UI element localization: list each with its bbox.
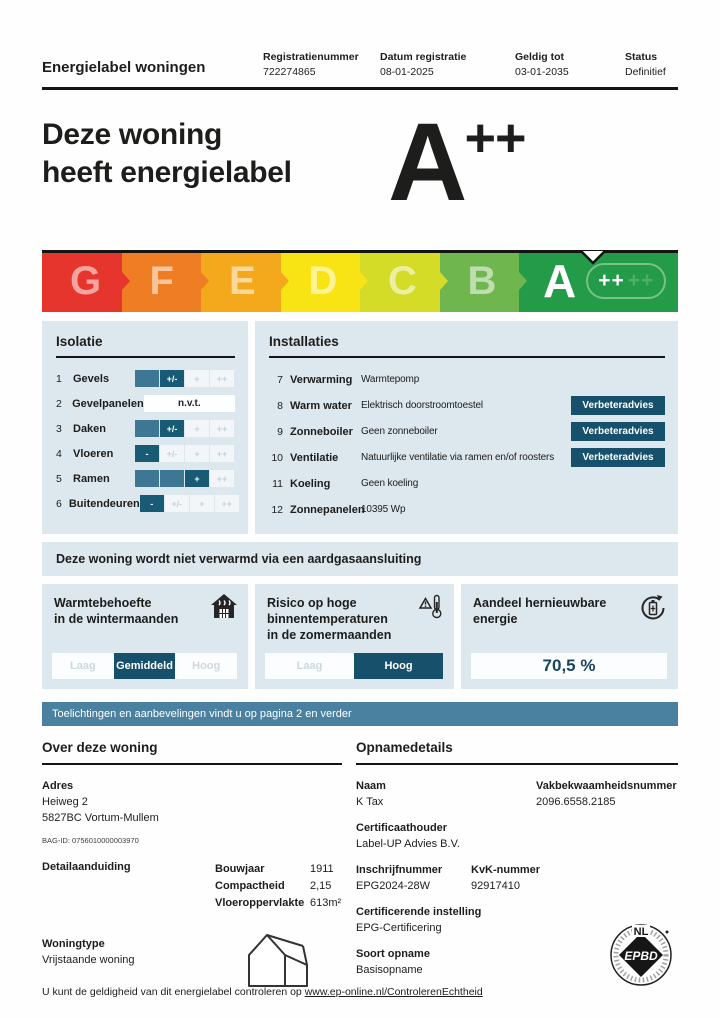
current-label-notch-icon (580, 250, 606, 265)
naam-label: Naam (356, 780, 386, 792)
scale-segment-g (42, 250, 122, 312)
isolatie-row (56, 495, 235, 512)
epbd-seal-icon (608, 922, 674, 988)
hero-title (42, 116, 388, 218)
option-laag: Laag (296, 660, 323, 672)
rating-cell: + (185, 445, 209, 462)
isolatie-row (56, 395, 235, 412)
rating-cell (135, 470, 159, 487)
opname-heading: Opnamedetails (356, 740, 678, 765)
header-field (380, 50, 515, 80)
installaties-rows (269, 370, 665, 519)
compactheid-label: Compactheid (215, 880, 285, 892)
row-number: 9 (277, 425, 283, 438)
kvk-block (471, 862, 540, 894)
adres-label: Adres (42, 780, 74, 792)
isolatie-row (56, 420, 235, 437)
certificaathouder-block (356, 820, 678, 852)
pill-inactive-plusses: ++ (627, 269, 655, 292)
compactheid-value: 2,15 (310, 880, 332, 892)
scale-letter-b: B (467, 258, 497, 303)
row-number: 6 (56, 497, 62, 510)
heat-demand-title (54, 595, 236, 627)
row-label: Ventilatie (290, 451, 339, 464)
rating-cell (135, 370, 159, 387)
isolatie-row (56, 445, 235, 462)
row-number: 10 (271, 451, 283, 464)
rating-cell: ++ (215, 495, 239, 512)
rating-cell (135, 420, 159, 437)
naam-vak-row (356, 778, 678, 820)
scale-segment-d (281, 250, 361, 312)
header-field-label: Status (625, 51, 658, 63)
scale-segment-e (201, 250, 281, 312)
header-field-label: Geldig tot (515, 51, 564, 63)
option-laag: Laag (69, 660, 96, 672)
header-field-label: Registratienummer (263, 51, 359, 63)
installaties-row (269, 370, 665, 389)
installaties-title: Installaties (269, 334, 665, 358)
row-value: 10395 Wp (361, 504, 406, 515)
row-number: 8 (277, 399, 283, 412)
detail-row (42, 861, 342, 912)
footer-note (42, 986, 483, 998)
segment-chevron-icon (281, 272, 289, 290)
scale-letter-e: E (229, 258, 256, 303)
document-title: Energielabel woningen (42, 59, 206, 76)
header-field-value: 03-01-2035 (515, 66, 569, 78)
seal-epbd-text: EPBD (624, 949, 658, 963)
row-label: Zonneboiler (290, 425, 353, 438)
row-label: Verwarming (290, 373, 353, 386)
energy-label-value (388, 101, 526, 224)
woningtype-label: Woningtype (42, 938, 105, 950)
isolatie-rows (56, 370, 235, 512)
inschrijf-value: EPG2024-28W (356, 880, 430, 892)
house-outline-icon (245, 929, 311, 989)
box-title-line: Risico op hoge (267, 596, 357, 610)
summer-risk-title (267, 595, 442, 643)
rating-cell: +/- (165, 495, 189, 512)
woning-column (42, 740, 342, 988)
vloeroppervlakte-value: 613m² (310, 897, 342, 909)
label-plus-pill (586, 263, 666, 299)
installaties-row (269, 474, 665, 493)
pill-active-plusses: ++ (598, 269, 625, 292)
row-number: 2 (56, 397, 62, 410)
instelling-value: EPG-Certificering (356, 922, 442, 934)
adres-line1: Heiweg 2 (42, 796, 88, 808)
isolatie-row (56, 470, 235, 487)
header-field-value: 722274865 (263, 66, 316, 78)
vloeroppervlakte-label: Vloeroppervlakte (215, 897, 305, 909)
bouwjaar-value: 1911 (310, 863, 334, 875)
header-rule (42, 87, 678, 90)
row-label: Vloeren (73, 447, 114, 460)
row-number: 1 (56, 372, 62, 385)
rating-cell: + (190, 495, 214, 512)
hero-section (42, 101, 678, 224)
woningtype-value: Vrijstaande woning (42, 954, 135, 966)
bouwjaar-row (215, 861, 341, 878)
inschrijfnummer-block (356, 862, 471, 894)
cert-label: Certificaathouder (356, 822, 448, 834)
row-label: Gevelpanelen (72, 397, 144, 410)
rating-bar (135, 445, 235, 462)
hero-title-line2: heeft energielabel (42, 156, 292, 189)
inschrijf-kvk-row (356, 862, 678, 904)
option-gemiddeld: Gemiddeld (114, 653, 176, 679)
installaties-row (269, 422, 665, 441)
summer-risk-selector (265, 653, 443, 679)
bag-id: BAG-ID: 0756010000003970 (42, 836, 139, 845)
row-value: Elektrisch doorstroomtoestel (361, 400, 483, 411)
scale-letter-d: D (308, 258, 338, 303)
scale-letter-f: F (149, 258, 174, 303)
vak-label: Vakbekwaamheidsnummer (536, 780, 677, 792)
row-label: Zonnepanelen (290, 503, 365, 516)
header-field (625, 50, 678, 80)
row-value: Natuurlijke ventilatie via ramen en/of roosters (361, 452, 555, 463)
soort-value: Basisopname (356, 964, 423, 976)
info-boxes (42, 584, 678, 689)
house-heat-icon (210, 593, 238, 619)
rating-cell: + (185, 370, 209, 387)
energy-scale-bar (42, 250, 678, 312)
rating-cell: - (140, 495, 164, 512)
rating-cell: + (185, 420, 209, 437)
row-label: Ramen (73, 472, 110, 485)
box-title-line: in de zomermaanden (267, 628, 392, 642)
isolatie-row (56, 370, 235, 387)
summer-risk-box (255, 584, 454, 689)
rating-cell: ++ (210, 445, 234, 462)
row-label: Warm water (290, 399, 352, 412)
bouwjaar-label: Bouwjaar (215, 863, 265, 875)
footer-text: U kunt de geldigheid van dit energielabel controleren op (42, 986, 305, 998)
verbeteradvies-button[interactable]: Verbeteradvies (571, 396, 665, 415)
rating-bar (135, 420, 235, 437)
verbeteradvies-button[interactable]: Verbeteradvies (571, 448, 665, 467)
renewable-share-value: 70,5 % (471, 653, 667, 679)
cert-value: Label-UP Advies B.V. (356, 838, 460, 850)
row-number: 4 (56, 447, 62, 460)
rating-cell: ++ (210, 370, 234, 387)
vloeroppervlakte-row (215, 895, 341, 912)
soort-label: Soort opname (356, 948, 430, 960)
rating-nvt: n.v.t. (144, 395, 235, 412)
option-hoog: Hoog (354, 653, 443, 679)
energy-label-letter: A (388, 101, 465, 224)
thermometer-warning-icon (417, 593, 444, 619)
naam-value: K Tax (356, 796, 384, 808)
seal-nl-text: NL (633, 926, 649, 938)
row-value: Geen koeling (361, 478, 419, 489)
isolatie-title: Isolatie (56, 334, 235, 358)
rating-bar (140, 495, 239, 512)
instelling-label: Certificerende instelling (356, 906, 482, 918)
box-title-line: energie (473, 612, 518, 626)
hero-title-line1: Deze woning (42, 118, 223, 151)
row-value: Geen zonneboiler (361, 426, 438, 437)
installaties-row (269, 396, 665, 415)
no-gas-notice: Deze woning wordt niet verwarmd via een aardgasaansluiting (42, 542, 678, 576)
heat-demand-selector (52, 653, 237, 679)
row-number: 5 (56, 472, 62, 485)
row-label: Buitendeuren (68, 497, 140, 510)
inschrijf-label: Inschrijfnummer (356, 864, 443, 876)
row-number: 3 (56, 422, 62, 435)
row-number: 11 (272, 477, 283, 490)
rating-cell: +/- (160, 370, 184, 387)
details-panels (42, 321, 678, 534)
header-field-value: 08-01-2025 (380, 66, 434, 78)
renewable-share-box (461, 584, 678, 689)
renewable-energy-icon (638, 593, 668, 623)
row-value: Warmtepomp (361, 374, 420, 385)
row-number: 7 (277, 373, 283, 386)
rating-cell: ++ (210, 420, 234, 437)
rating-cell (160, 470, 184, 487)
installaties-panel (255, 321, 678, 534)
segment-chevron-icon (360, 272, 368, 290)
bottom-section (42, 740, 678, 988)
vakbekwaamheid-block (536, 778, 677, 810)
detail-table (215, 861, 341, 912)
detailaanduiding-label: Detailaanduiding (42, 861, 131, 873)
box-title-line: Warmtebehoefte (54, 596, 152, 610)
kvk-value: 92917410 (471, 880, 520, 892)
header-field-label: Datum registratie (380, 51, 467, 63)
opname-column (356, 740, 678, 988)
box-title-line: binnentemperaturen (267, 612, 388, 626)
rating-cell: +/- (160, 420, 184, 437)
header-field-value: Definitief (625, 66, 666, 78)
installaties-row (269, 448, 665, 467)
rating-cell: + (185, 470, 209, 487)
adres-line2: 5827BC Vortum-Mullem (42, 812, 159, 824)
rating-cell: +/- (160, 445, 184, 462)
isolatie-panel (42, 321, 248, 534)
header-field (515, 50, 625, 80)
scale-letter-a: A (543, 255, 577, 307)
box-title-line: Aandeel hernieuwbare (473, 596, 607, 610)
woning-heading: Over deze woning (42, 740, 342, 765)
rating-bar (135, 470, 235, 487)
adres-block (42, 778, 342, 826)
segment-chevron-icon (122, 272, 130, 290)
scale-letter-c: C (388, 258, 417, 303)
scale-segment-f (122, 250, 202, 312)
verbeteradvies-button[interactable]: Verbeteradvies (571, 422, 665, 441)
header-field (263, 50, 380, 80)
row-label: Koeling (290, 477, 331, 490)
naam-block (356, 778, 536, 810)
installaties-row (269, 500, 665, 519)
segment-chevron-icon (201, 272, 209, 290)
compactheid-row (215, 878, 341, 895)
rating-bar (135, 370, 235, 387)
row-label: Gevels (73, 372, 110, 385)
document-header (42, 50, 678, 80)
page-note-bar: Toelichtingen en aanbevelingen vindt u op pagina 2 en verder (42, 702, 678, 726)
rating-cell: ++ (210, 470, 234, 487)
footer-link[interactable]: www.ep-online.nl/ControlerenEchtheid (304, 986, 483, 998)
scale-letter-g: G (70, 258, 102, 303)
segment-chevron-icon (519, 272, 527, 290)
heat-demand-box (42, 584, 248, 689)
header-fields (263, 50, 678, 80)
scale-segment-c (360, 250, 440, 312)
box-title-line: in de wintermaanden (54, 612, 179, 626)
row-number: 12 (271, 503, 283, 516)
vak-value: 2096.6558.2185 (536, 796, 616, 808)
energy-label-plusses: ++ (464, 108, 526, 168)
segment-chevron-icon (440, 272, 448, 290)
kvk-label: KvK-nummer (471, 864, 541, 876)
row-label: Daken (73, 422, 107, 435)
option-hoog: Hoog (192, 660, 221, 672)
scale-segment-b (440, 250, 520, 312)
rating-cell: - (135, 445, 159, 462)
